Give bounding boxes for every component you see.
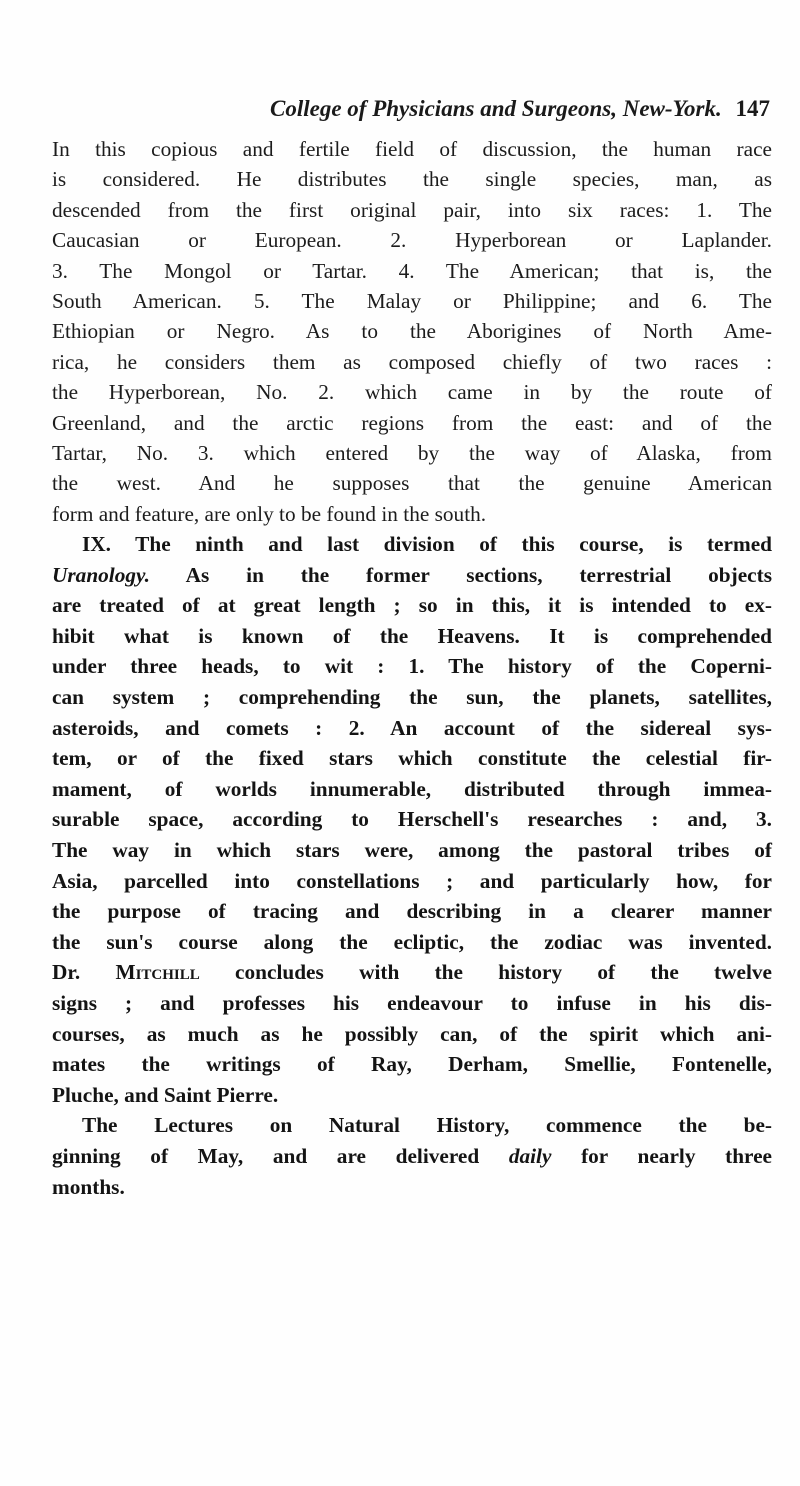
text-line: tem, or of the fixed stars which constitute the celestial fir- [52,746,772,771]
text-line: Asia, parcelled into constellations ; and particularly how, for [52,868,772,893]
text-line: is considered. He distributes the single species, man, as [52,167,772,192]
paragraph-human-races [52,134,772,529]
text-line: Tartar, No. 3. which entered by the way of Alaska, from [52,440,772,465]
text-line: courses, as much as he possibly can, of the spirit which ani- [52,1021,772,1046]
text-run: ginning of May, and are delivered [52,1143,509,1168]
text-line [52,560,772,591]
text-line: 3. The Mongol or Tartar. 4. The American; that is, the [52,258,772,283]
running-header [60,96,770,122]
text-line: South American. 5. The Malay or Philippine; and 6. The [52,288,772,313]
running-title: College of Physicians and Surgeons, New-York. [270,96,722,121]
text-line: The Lectures on Natural History, commence the be- [82,1113,772,1138]
emphasis-daily: daily [508,1143,552,1168]
text-line: descended from the first original pair, into six races: 1. The [52,197,772,222]
text-line: are treated of at great length ; so in this, it is intended to ex- [52,593,772,618]
text-line: under three heads, to wit : 1. The history of the Coperni- [52,654,772,679]
text-line: the west. And he supposes that the genuine American [52,471,772,496]
text-run: for nearly three [551,1143,773,1168]
text-line: In this copious and fertile field of discussion, the human race [52,137,772,161]
text-line: asteroids, and comets : 2. An account of the sidereal sys- [52,715,772,740]
paragraph-uranology [52,529,772,1202]
text-line: the Hyperborean, No. 2. which came in by the route of [52,380,772,405]
text-line: the sun's course along the ecliptic, the zodiac was invented. [52,929,772,954]
text-line: hibit what is known of the Heavens. It is comprehended [52,623,772,648]
text-line: form and feature, are only to be found in the south. [52,501,487,526]
text-run: Dr. [52,960,116,985]
text-line: mates the writings of Ray, Derham, Smellie, Fontenelle, [52,1052,772,1077]
text-line: months. [52,1174,125,1199]
text-line: surable space, according to Herschell's researches : and, 3. [52,807,772,832]
text-line: The way in which stars were, among the pastoral tribes of [52,838,772,863]
text-line: can system ; comprehending the sun, the planets, satellites, [52,685,772,710]
text-line: Greenland, and the arctic regions from the east: and of the [52,410,772,435]
text-line: the purpose of tracing and describing in a clearer manner [52,899,772,924]
text-line: rica, he considers them as composed chiefly of two races : [52,349,772,374]
body-text [52,134,772,1202]
page-number: 147 [735,96,770,121]
text-line: signs ; and professes his endeavour to infuse in his dis- [52,990,772,1015]
text-line: Caucasian or European. 2. Hyperborean or Laplander. [52,228,772,253]
text-line [52,957,772,988]
text-run: As in the former sections, terrestrial objects [150,562,772,587]
text-line: Pluche, and Saint Pierre. [52,1082,279,1107]
text-line [52,1141,772,1172]
text-run: concludes with the history of the twelve [199,960,772,985]
term-uranology: Uranology. [52,562,151,587]
text-line: Ethiopian or Negro. As to the Aborigines of North Ame- [52,319,772,344]
text-line: IX. The ninth and last division of this course, is termed [82,532,772,557]
author-name: Mitchill [115,960,200,985]
text-line: mament, of worlds innumerable, distributed through immea- [52,776,772,801]
